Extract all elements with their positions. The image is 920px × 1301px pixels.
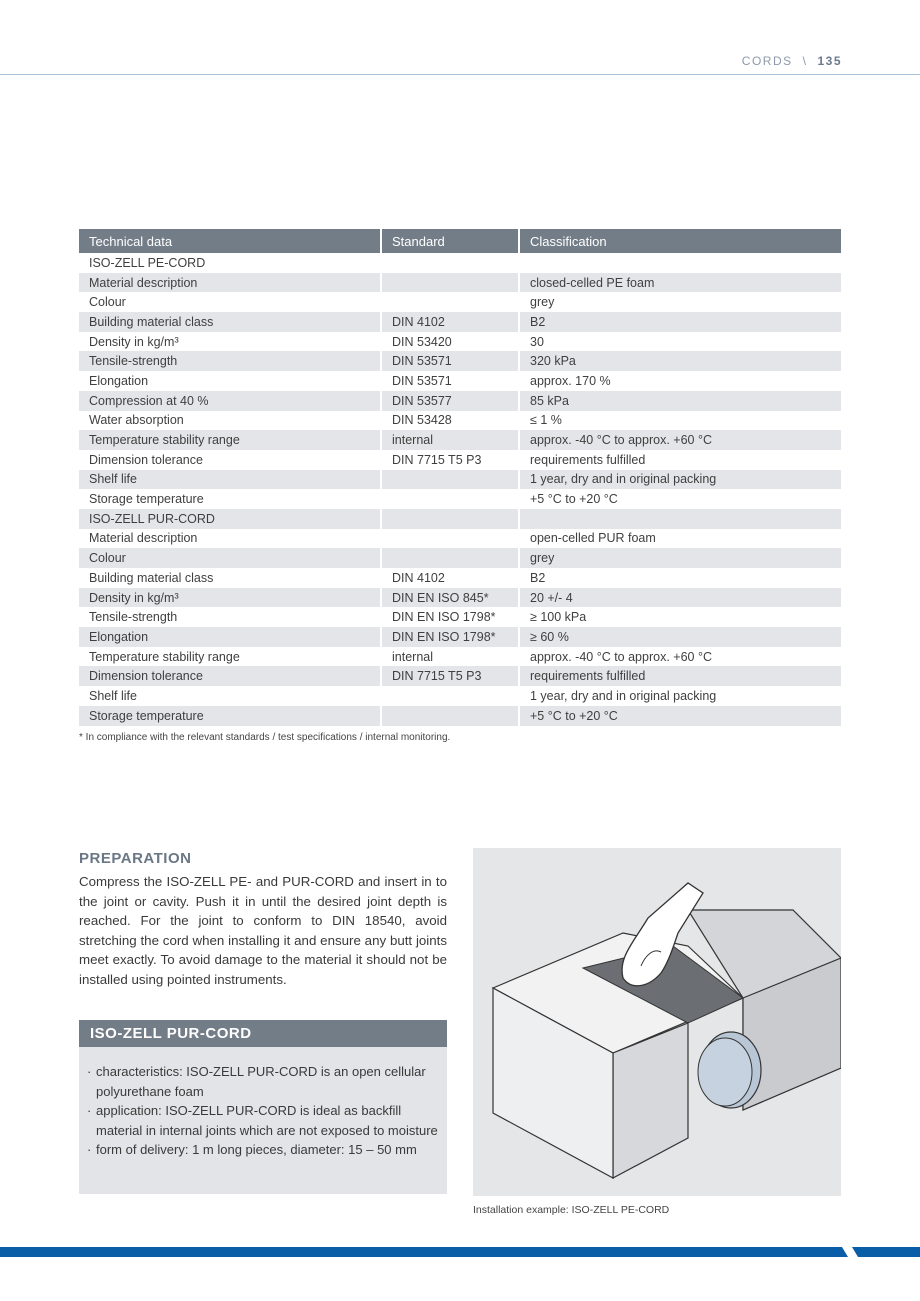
bullet-mark: · xyxy=(87,1142,92,1157)
table-row xyxy=(79,292,841,312)
classification-cell xyxy=(519,509,841,529)
technical-data-cell: Elongation xyxy=(79,627,381,647)
technical-data-cell: Storage temperature xyxy=(79,489,381,509)
classification-cell: open-celled PUR foam xyxy=(530,531,656,546)
table-row xyxy=(79,332,841,352)
page-header xyxy=(742,54,842,68)
classification-cell xyxy=(519,253,841,273)
standard-cell: DIN 4102 xyxy=(381,568,519,588)
technical-data-cell: Elongation xyxy=(79,371,381,391)
list-item-text: characteristics: ISO-ZELL PUR-CORD is an open cellular polyurethane foam xyxy=(96,1064,426,1099)
table-row xyxy=(79,312,841,332)
technical-data-cell: Density in kg/m³ xyxy=(79,332,381,352)
list-item-text: application: ISO-ZELL PUR-CORD is ideal as backfill material in internal joints which are not exposed to moisture xyxy=(96,1103,438,1138)
classification-cell: closed-celled PE foam xyxy=(519,273,841,293)
table-row xyxy=(79,470,841,490)
technical-data-cell: Colour xyxy=(79,548,381,568)
classification-cell: requirements fulfilled xyxy=(519,666,841,686)
classification-cell: +5 °C to +20 °C xyxy=(519,706,841,726)
classification-cell: grey xyxy=(530,295,555,310)
list-item xyxy=(87,1062,439,1101)
standard-cell: DIN 53420 xyxy=(381,332,519,352)
standard-cell xyxy=(381,470,519,490)
standard-cell xyxy=(381,292,519,312)
technical-data-cell: Tensile-strength xyxy=(79,351,381,371)
header-separator: \ xyxy=(802,54,808,68)
pur-cord-feature-list xyxy=(79,1047,447,1160)
classification-cell: 85 kPa xyxy=(519,391,841,411)
column-header-technical-data: Technical data xyxy=(79,229,381,253)
table-row xyxy=(79,391,841,411)
technical-data-cell: Building material class xyxy=(79,568,381,588)
table-row xyxy=(79,489,841,509)
pur-cord-box-title: ISO-ZELL PUR-CORD xyxy=(79,1020,447,1047)
table-row xyxy=(79,411,841,431)
technical-data-cell: Building material class xyxy=(79,312,381,332)
footnote: * In compliance with the relevant standards / test specifications / internal monitoring. xyxy=(79,732,451,743)
column-header-classification: Classification xyxy=(519,229,841,253)
table-row xyxy=(79,568,841,588)
classification-cell: approx. -40 °C to approx. +60 °C xyxy=(519,430,841,450)
classification-cell: +5 °C to +20 °C xyxy=(530,492,618,507)
table-row xyxy=(79,351,841,371)
technical-data-cell: Compression at 40 % xyxy=(79,391,381,411)
standard-cell xyxy=(381,253,519,273)
technical-data-cell: Colour xyxy=(79,292,381,312)
table-row xyxy=(79,588,841,608)
section-label: CORDS xyxy=(741,54,793,68)
installation-drawing xyxy=(473,848,841,1196)
technical-data-table xyxy=(79,229,841,726)
preparation-heading: PREPARATION xyxy=(79,850,192,867)
technical-data-cell: Shelf life xyxy=(79,470,381,490)
table-row xyxy=(79,607,841,627)
table-row xyxy=(79,647,841,667)
classification-cell: 320 kPa xyxy=(519,351,841,371)
table-row xyxy=(79,273,841,293)
standard-cell xyxy=(381,273,519,293)
standard-cell: DIN 53571 xyxy=(381,371,519,391)
classification-cell: approx. 170 % xyxy=(530,373,611,388)
installation-illustration xyxy=(473,848,841,1196)
table-row xyxy=(79,529,841,549)
bullet-mark: · xyxy=(87,1103,92,1118)
standard-cell xyxy=(381,706,519,726)
list-item-text: form of delivery: 1 m long pieces, diameter: 15 – 50 mm xyxy=(96,1142,417,1157)
classification-cell: ≥ 100 kPa xyxy=(530,610,587,625)
classification-cell: ≤ 1 % xyxy=(530,413,562,428)
table-body xyxy=(79,253,841,726)
classification-cell: B2 xyxy=(519,312,841,332)
table-row xyxy=(79,509,841,529)
standard-cell xyxy=(381,686,519,706)
classification-cell: requirements fulfilled xyxy=(530,452,646,467)
standard-cell: DIN 4102 xyxy=(381,312,519,332)
standard-cell: DIN EN ISO 1798* xyxy=(381,607,519,627)
classification-cell: 1 year, dry and in original packing xyxy=(530,688,717,703)
standard-cell: internal xyxy=(381,430,519,450)
technical-data-cell: Temperature stability range xyxy=(79,647,381,667)
table-row xyxy=(79,450,841,470)
classification-cell: B2 xyxy=(530,570,546,585)
table-row xyxy=(79,371,841,391)
technical-data-cell: Tensile-strength xyxy=(79,607,381,627)
list-item xyxy=(87,1140,439,1160)
technical-data-cell: Density in kg/m³ xyxy=(79,588,381,608)
standard-cell: DIN EN ISO 1798* xyxy=(381,627,519,647)
standard-cell: internal xyxy=(381,647,519,667)
classification-cell: ≥ 60 % xyxy=(519,627,841,647)
preparation-text: Compress the ISO-ZELL PE- and PUR-CORD and insert in to the joint or cavity. Push it in until the desired joint depth is reached. For the joint to conform to DIN 18540, avoid stretching the cord when installing it and ensure any butt joints meet exactly. To avoid damage to the material it should not be installed using pointed instruments. xyxy=(79,874,447,987)
pur-cord-info-box xyxy=(79,1020,447,1194)
standard-cell: DIN 7715 T5 P3 xyxy=(381,450,519,470)
standard-cell xyxy=(381,489,519,509)
table-row xyxy=(79,627,841,647)
standard-cell: DIN 53577 xyxy=(381,391,519,411)
classification-cell: approx. -40 °C to approx. +60 °C xyxy=(530,649,712,664)
technical-data-cell: ISO-ZELL PUR-CORD xyxy=(79,509,381,529)
technical-data-cell: Shelf life xyxy=(79,686,381,706)
bullet-mark: · xyxy=(87,1064,92,1079)
technical-data-cell: Water absorption xyxy=(79,411,381,431)
standard-cell xyxy=(381,548,519,568)
classification-cell: 30 xyxy=(530,334,544,349)
page-number: 135 xyxy=(817,54,842,68)
list-item xyxy=(87,1101,439,1140)
technical-data-cell: ISO-ZELL PE-CORD xyxy=(79,253,381,273)
technical-data-cell: Material description xyxy=(79,529,381,549)
column-header-standard: Standard xyxy=(381,229,519,253)
table-row xyxy=(79,253,841,273)
header-rule xyxy=(0,74,920,75)
table-header-row xyxy=(79,229,841,253)
table-row xyxy=(79,548,841,568)
standard-cell: DIN 7715 T5 P3 xyxy=(381,666,519,686)
classification-cell: grey xyxy=(519,548,841,568)
technical-data-cell: Dimension tolerance xyxy=(79,450,381,470)
standard-cell: DIN 53571 xyxy=(381,351,519,371)
technical-data-cell: Dimension tolerance xyxy=(79,666,381,686)
classification-cell: 20 +/- 4 xyxy=(519,588,841,608)
table-row xyxy=(79,666,841,686)
standard-cell xyxy=(381,529,519,549)
technical-data-cell: Storage temperature xyxy=(79,706,381,726)
classification-cell: 1 year, dry and in original packing xyxy=(519,470,841,490)
standard-cell: DIN 53428 xyxy=(381,411,519,431)
illustration-caption: Installation example: ISO-ZELL PE-CORD xyxy=(473,1204,670,1216)
table-row xyxy=(79,430,841,450)
table-row xyxy=(79,706,841,726)
standard-cell xyxy=(381,509,519,529)
table-row xyxy=(79,686,841,706)
bottom-brand-bar xyxy=(0,1247,920,1257)
standard-cell: DIN EN ISO 845* xyxy=(381,588,519,608)
technical-data-cell: Material description xyxy=(79,273,381,293)
technical-data-cell: Temperature stability range xyxy=(79,430,381,450)
